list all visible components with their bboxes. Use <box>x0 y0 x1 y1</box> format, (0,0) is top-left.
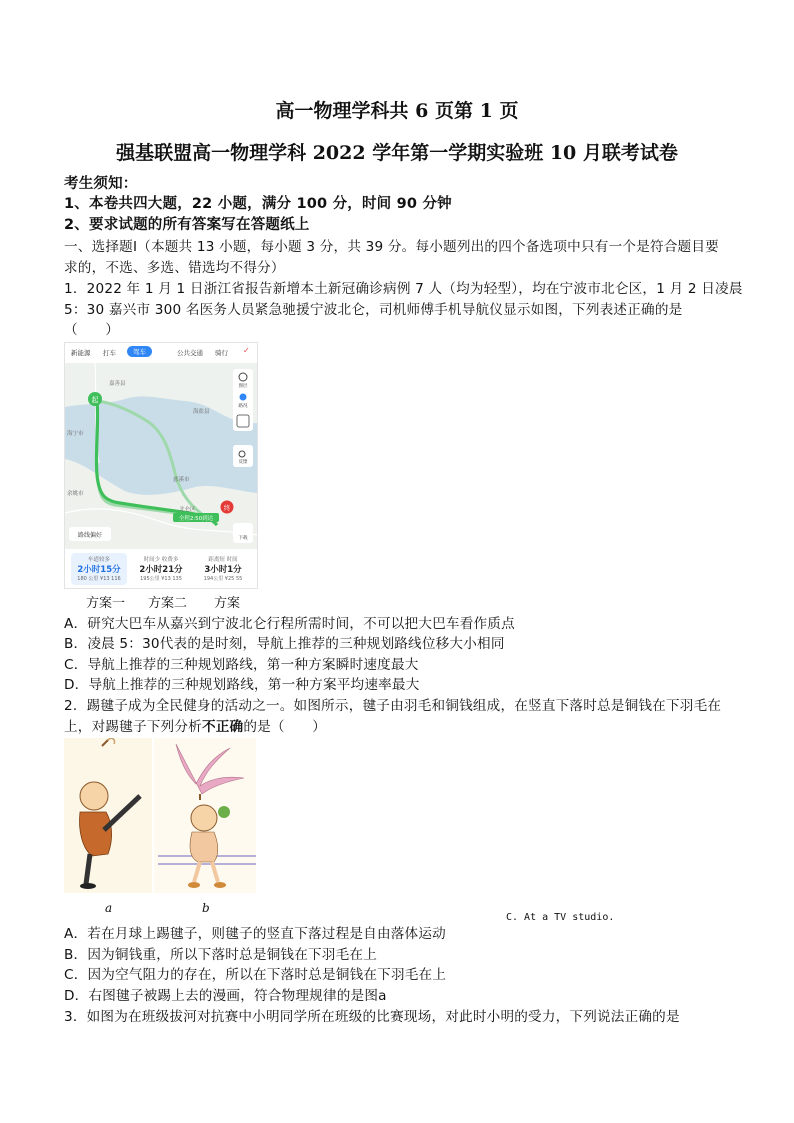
q1-option-b: B．凌晨 5：30代表的是时刻，导航上推荐的三种规划路线位移大小相同 <box>64 636 505 652</box>
route-card-time: 2小时21分 <box>139 565 183 575</box>
route-pref-label: 路线偏好 <box>77 532 103 539</box>
map-caption: 方案二 <box>148 596 188 611</box>
place-label: 北仑区 <box>179 507 196 513</box>
place-label: 嘉善县 <box>109 381 126 387</box>
notice-heading: 考生须知： <box>64 176 138 192</box>
side-button-label: 路况 <box>238 404 248 409</box>
stray-text: C. At a TV studio. <box>506 912 615 923</box>
q2-option-c: C．因为空气阻力的存在，所以在下落时总是铜钱在下羽毛在上 <box>64 967 447 983</box>
download-label: 下载 <box>238 536 248 541</box>
route-card-3[interactable] <box>195 553 251 585</box>
q2-option-b: B．因为铜钱重，所以下落时总是铜钱在下羽毛在上 <box>64 947 377 963</box>
place-label: 慈溪市 <box>173 477 190 483</box>
map-caption: 方案 <box>214 596 241 611</box>
side-button-label: 反馈 <box>238 460 248 465</box>
q1-option-c: C．导航上推荐的三种规划路线，第一种方案瞬时速度最大 <box>64 657 419 673</box>
nav-mode-tabs <box>65 343 257 363</box>
q2-text-part: 上，对踢毽子下列分析 <box>64 719 202 735</box>
time-tag: 全程2:50到达 <box>178 516 214 522</box>
question-3-text: 3．如图为在班级拔河对抗赛中小明同学所在班级的比赛现场，对此时小明的受力，下列说法正确的是 <box>64 1009 680 1025</box>
exam-title: 强基联盟高一物理学科 2022 学年第一学期实验班 10 月联考试卷 <box>116 142 678 164</box>
question-1-text: 1．2022 年 1 月 1 日浙江省报告新增本土新冠确诊病例 7 人（均为轻型），均在宁波市北仑区，1 月 2 日凌晨 <box>64 281 743 297</box>
question-1-blank: （ ） <box>64 322 120 338</box>
tab-new-energy: 新能源 <box>71 349 91 357</box>
route-card-2[interactable] <box>133 553 189 585</box>
tab-taxi: 打车 <box>103 349 116 357</box>
route-card-stats: 180 公里 ¥13 116 <box>77 576 121 582</box>
question-2-text: 2．踢毽子成为全民健身的活动之一。如图所示，毽子由羽毛和铜钱组成，在竖直下落时总是铜钱在下羽毛在 <box>64 698 722 714</box>
end-marker-label: 终 <box>223 504 231 512</box>
route-map <box>65 363 257 549</box>
page-header: 高一物理学科共 6 页第 1 页 <box>275 100 519 122</box>
figure-label-b: b <box>202 901 210 915</box>
q2-option-d: D．右图毽子被踢上去的漫画，符合物理规律的是图a <box>64 988 387 1004</box>
section-instruction: 一、选择题Ⅰ（本题共 13 小题，每小题 3 分，共 39 分。每小题列出的四个备选项中只有一个是符合题目要 <box>64 239 719 255</box>
place-label: 海宁市 <box>67 431 84 437</box>
route-card-stats: 195公里 ¥13 135 <box>140 576 182 582</box>
route-card-time: 2小时15分 <box>77 565 121 575</box>
traffic-icon[interactable] <box>240 394 247 401</box>
route-card-key: 距离短 时间 <box>208 557 238 563</box>
map-caption: 方案一 <box>86 596 126 611</box>
notice-item: 1、本卷共四大题，22 小题，满分 100 分，时间 90 分钟 <box>64 196 452 212</box>
place-label: 余姚市 <box>67 491 84 497</box>
q1-option-a: A．研究大巴车从嘉兴到宁波北仑行程所需时间，不可以把大巴车看作质点 <box>64 616 515 632</box>
tab-transit: 公共交通 <box>177 349 203 357</box>
route-card-time: 3小时1分 <box>204 565 242 575</box>
notice-item: 2、要求试题的所有答案写在答题纸上 <box>64 217 310 233</box>
q2-emphasis: 不正确 <box>201 719 244 735</box>
check-icon: ✓ <box>243 346 250 355</box>
route-card-key: 时间少 收费多 <box>143 557 179 563</box>
side-button-label: 图层 <box>238 384 248 389</box>
navigation-map-figure <box>64 342 258 589</box>
question-1-text: 5：30 嘉兴市 300 名医务人员紧急驰援宁波北仑，司机师傅手机导航仪显示如图，下列表述正确的是 <box>64 302 683 318</box>
start-marker-label: 起 <box>91 396 99 404</box>
tab-drive: 驾车 <box>127 346 152 357</box>
shuttlecock-cartoon-figure <box>64 738 256 898</box>
q2-option-a: A．若在月球上踢毽子，则毽子的竖直下落过程是自由落体运动 <box>64 926 446 942</box>
route-card-1[interactable] <box>71 553 127 585</box>
question-2-text <box>64 715 326 735</box>
q2-text-part: 的是（ ） <box>243 719 327 735</box>
place-label: 海盐县 <box>193 409 210 415</box>
q1-option-d: D．导航上推荐的三种规划路线，第一种方案平均速率最大 <box>64 677 420 693</box>
figure-label-a: a <box>105 901 113 915</box>
section-instruction: 求的，不选、多选、错选均不得分） <box>64 260 285 276</box>
route-options <box>65 549 257 588</box>
route-card-key: 车道较多 <box>87 557 110 563</box>
tab-ride: 骑行 <box>215 349 228 357</box>
route-card-stats: 194公里 ¥25 55 <box>203 576 243 582</box>
